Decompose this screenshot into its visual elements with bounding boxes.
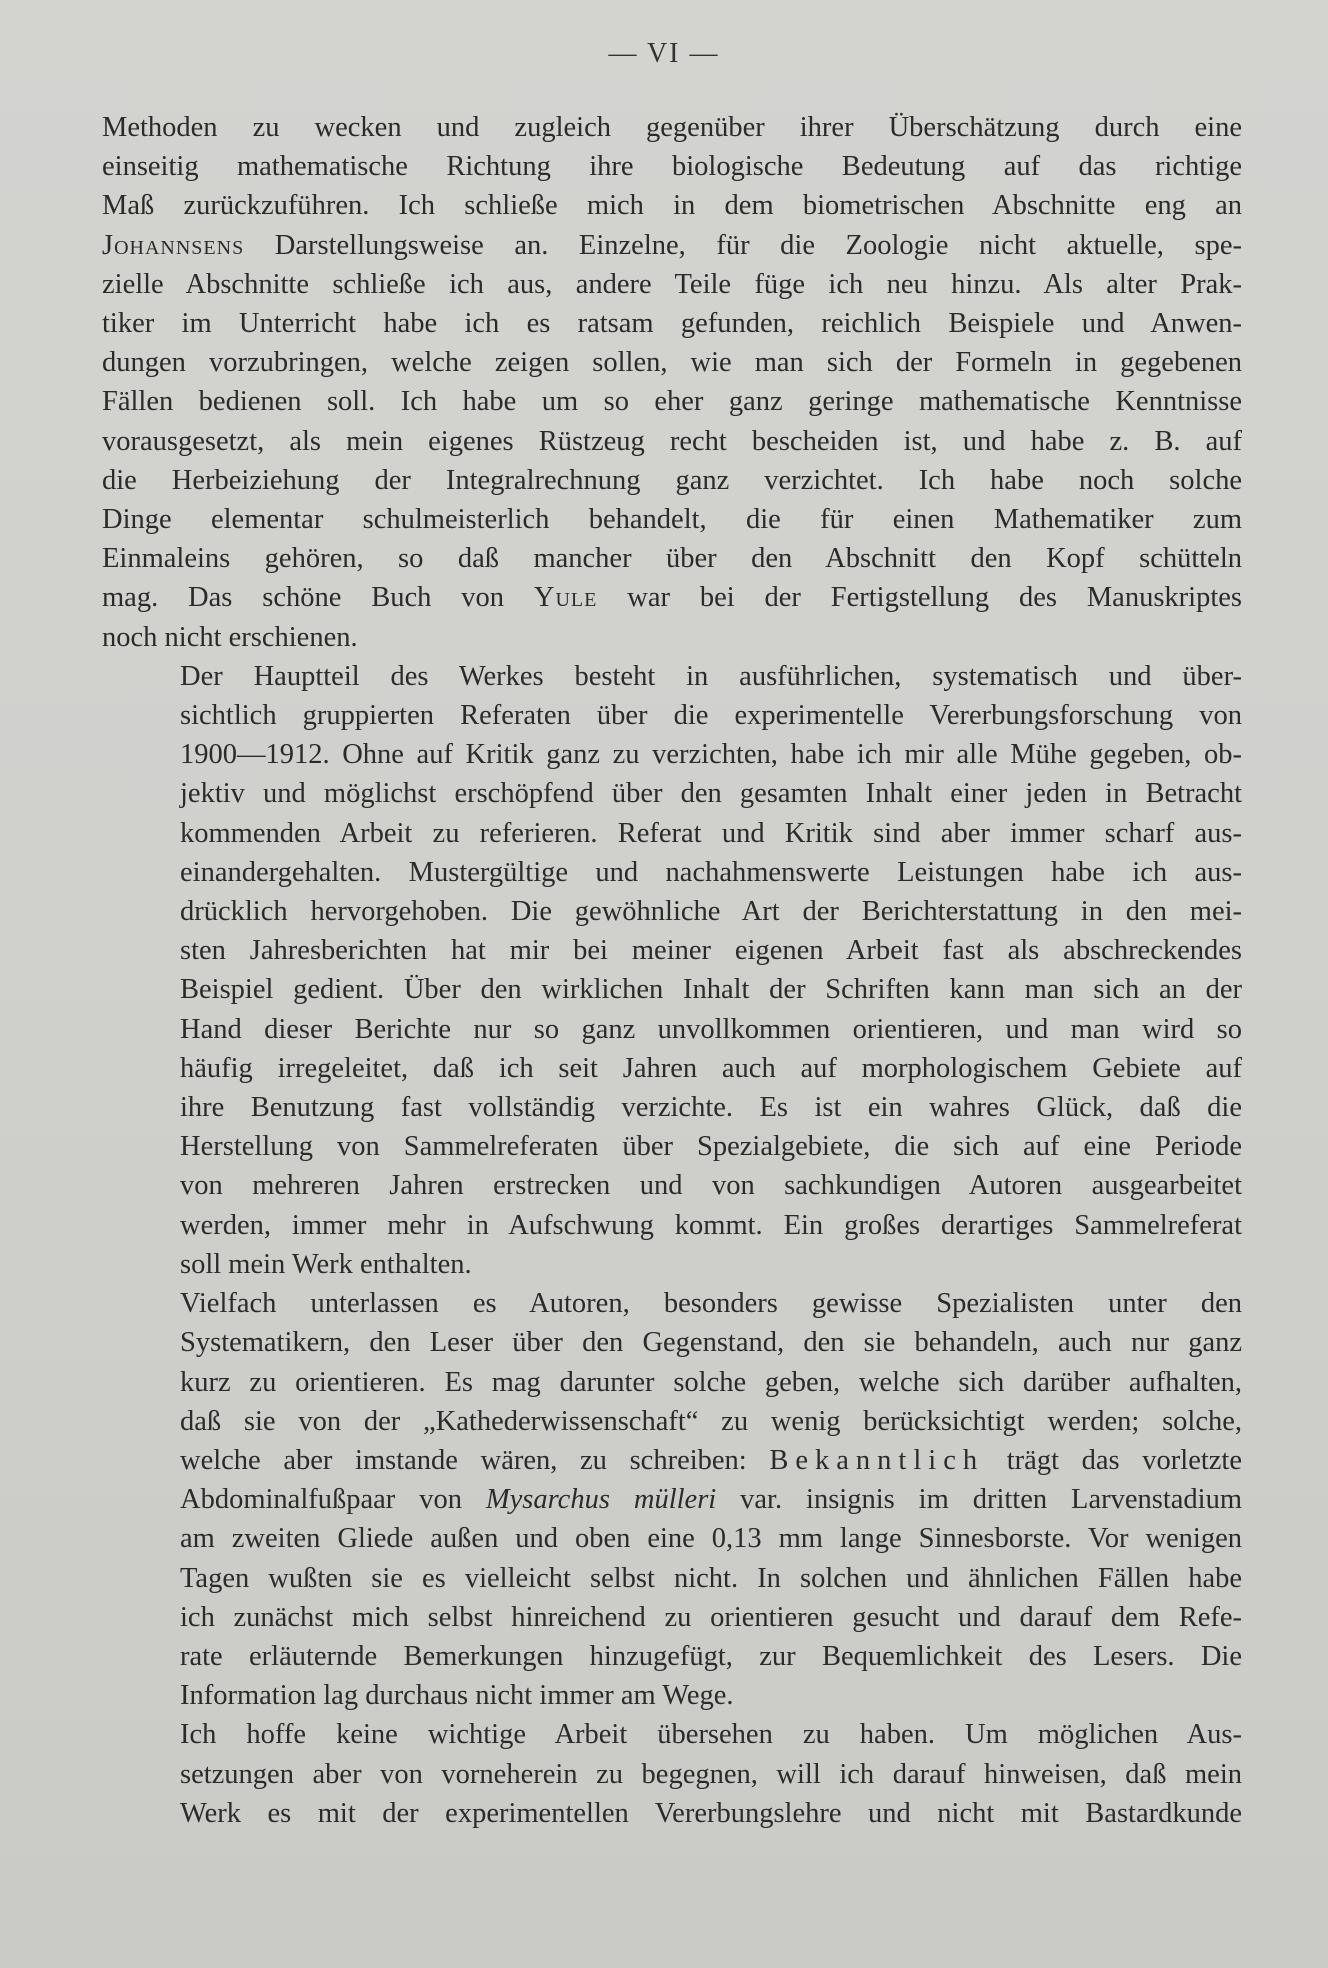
- text-line: [102, 853, 1242, 892]
- text-run: Maß zurückzuführen. Ich schließe mich in dem biometrischen Abschnitte eng an: [102, 190, 1242, 222]
- text-run: Information lag durchaus nicht immer am Wege.: [180, 1680, 734, 1712]
- text-line: [102, 226, 1242, 265]
- text-run: werden, immer mehr in Aufschwung kommt. Ein großes derartiges Sammelreferat: [180, 1209, 1242, 1241]
- text-line: [102, 931, 1242, 970]
- author-name: Johannsens: [102, 229, 245, 261]
- text-line: [102, 1794, 1242, 1833]
- text-run: häufig irregeleitet, daß ich seit Jahren auch auf morphologischem Gebiete auf: [180, 1052, 1242, 1084]
- text-run: Systematikern, den Leser über den Gegenstand, den sie behandeln, auch nur ganz: [180, 1327, 1242, 1359]
- text-line: [102, 618, 1242, 657]
- text-run: jektiv und möglichst erschöpfend über den gesamten Inhalt einer jeden in Betracht: [180, 778, 1242, 810]
- text-run: setzungen aber von vorneherein zu begegnen, will ich darauf hinweisen, daß mein: [180, 1758, 1242, 1790]
- text-run: war bei der Fertigstellung des Manuskriptes: [597, 582, 1242, 614]
- text-run: vorausgesetzt, als mein eigenes Rüstzeug recht bescheiden ist, und habe z. B. auf: [102, 425, 1242, 457]
- text-line: [102, 539, 1242, 578]
- text-line: [102, 892, 1242, 931]
- text-run: drücklich hervorgehoben. Die gewöhnliche Art der Berichterstattung in den mei-: [180, 896, 1242, 928]
- text-line: [102, 186, 1242, 225]
- text-run: daß sie von der „Kathederwissenschaft“ zu wenig berücksichtigt werden; solche,: [180, 1405, 1242, 1437]
- text-run: ich zunächst mich selbst hinreichend zu orientieren gesucht und darauf dem Refe-: [180, 1601, 1242, 1633]
- text-line: [102, 1088, 1242, 1127]
- text-run: am zweiten Gliede außen und oben eine 0,13 mm lange Sinnesborste. Vor wenigen: [180, 1523, 1242, 1555]
- text-run: Herstellung von Sammelreferaten über Spezialgebiete, die sich auf eine Periode: [180, 1131, 1242, 1163]
- text-line: [102, 147, 1242, 186]
- text-line: [102, 774, 1242, 813]
- text-run: sichtlich gruppierten Referaten über die experimentelle Vererbungsforschung von: [180, 700, 1242, 732]
- text-line: [102, 382, 1242, 421]
- text-run: Ich hoffe keine wichtige Arbeit übersehen zu haben. Um möglichen Aus-: [180, 1719, 1242, 1751]
- text-line: [102, 1245, 1242, 1284]
- text-run: Beispiel gedient. Über den wirklichen Inhalt der Schriften kann man sich an der: [180, 974, 1242, 1006]
- text-run: Dinge elementar schulmeisterlich behandelt, die für einen Mathematiker zum: [102, 504, 1242, 536]
- text-line: [102, 1676, 1242, 1715]
- text-line: [102, 108, 1242, 147]
- text-line: [102, 1755, 1242, 1794]
- text-run: einseitig mathematische Richtung ihre biologische Bedeutung auf das richtige: [102, 151, 1242, 183]
- text-line: [102, 1363, 1242, 1402]
- author-name: Yule: [533, 582, 598, 614]
- paragraph: [102, 657, 1242, 1284]
- text-line: [102, 1166, 1242, 1205]
- spaced-emphasis: Bekanntlich: [769, 1444, 985, 1476]
- text-line: [102, 1519, 1242, 1558]
- text-line: [102, 1559, 1242, 1598]
- text-run: soll mein Werk enthalten.: [180, 1248, 472, 1280]
- text-line: [102, 1010, 1242, 1049]
- body-text: [102, 108, 1242, 1833]
- text-line: [102, 696, 1242, 735]
- text-run: Der Hauptteil des Werkes besteht in ausführlichen, systematisch und über-: [180, 660, 1242, 692]
- text-line: [102, 422, 1242, 461]
- text-line: [102, 1715, 1242, 1754]
- paragraph: [102, 108, 1242, 657]
- text-line: [102, 735, 1242, 774]
- text-line: [102, 461, 1242, 500]
- text-line: [102, 304, 1242, 343]
- page-number: — VI —: [608, 38, 720, 69]
- text-run: Einmaleins gehören, so daß mancher über den Abschnitt den Kopf schütteln: [102, 543, 1242, 575]
- text-run: rate erläuternde Bemerkungen hinzugefügt, zur Bequemlichkeit des Lesers. Die: [180, 1640, 1242, 1672]
- text-line: [102, 657, 1242, 696]
- text-run: die Herbeiziehung der Integralrechnung ganz verzichtet. Ich habe noch solche: [102, 464, 1242, 496]
- text-line: [102, 1637, 1242, 1676]
- text-line: [102, 1049, 1242, 1088]
- text-line: [102, 343, 1242, 382]
- text-run: trägt das vorletzte: [984, 1444, 1242, 1476]
- text-run: Abdominalfußpaar von: [180, 1484, 486, 1516]
- text-run: tiker im Unterricht habe ich es ratsam gefunden, reichlich Beispiele und Anwen-: [102, 308, 1242, 340]
- text-run: Fällen bedienen soll. Ich habe um so eher ganz geringe mathematische Kenntnisse: [102, 386, 1242, 418]
- text-line: [102, 1127, 1242, 1166]
- text-run: dungen vorzubringen, welche zeigen sollen, wie man sich der Formeln in gegebenen: [102, 347, 1242, 379]
- text-line: [102, 1598, 1242, 1637]
- text-run: var. insignis im dritten Larvenstadium: [716, 1484, 1242, 1516]
- text-run: kurz zu orientieren. Es mag darunter solche geben, welche sich darüber aufhalten,: [180, 1366, 1242, 1398]
- text-run: zielle Abschnitte schließe ich aus, andere Teile füge ich neu hinzu. Als alter Prak-: [102, 268, 1242, 300]
- text-run: Darstellungsweise an. Einzelne, für die Zoologie nicht aktuelle, spe-: [244, 229, 1242, 261]
- text-line: [102, 970, 1242, 1009]
- text-line: [102, 265, 1242, 304]
- text-run: Werk es mit der experimentellen Vererbungslehre und nicht mit Bastardkunde: [180, 1797, 1242, 1829]
- text-line: [102, 1480, 1242, 1519]
- text-line: [102, 1402, 1242, 1441]
- text-run: Methoden zu wecken und zugleich gegenüber ihrer Überschätzung durch eine: [102, 112, 1242, 143]
- text-line: [102, 500, 1242, 539]
- text-line: [102, 578, 1242, 617]
- species-name: Mysarchus mülleri: [485, 1484, 717, 1516]
- text-run: einandergehalten. Mustergültige und nachahmenswerte Leistungen habe ich aus-: [180, 856, 1242, 888]
- text-run: sten Jahresberichten hat mir bei meiner eigenen Arbeit fast als abschreckendes: [180, 935, 1242, 967]
- paragraph: [102, 1715, 1242, 1833]
- text-run: Vielfach unterlassen es Autoren, besonders gewisse Spezialisten unter den: [180, 1288, 1242, 1320]
- text-run: Hand dieser Berichte nur so ganz unvollkommen orientieren, und man wird so: [180, 1013, 1242, 1045]
- text-line: [102, 1441, 1242, 1480]
- text-run: Tagen wußten sie es vielleicht selbst nicht. In solchen und ähnlichen Fällen habe: [180, 1562, 1242, 1594]
- text-run: 1900—1912. Ohne auf Kritik ganz zu verzichten, habe ich mir alle Mühe gegeben, ob-: [180, 739, 1242, 771]
- text-run: von mehreren Jahren erstrecken und von sachkundigen Autoren ausgearbeitet: [180, 1170, 1242, 1202]
- text-run: welche aber imstande wären, zu schreiben:: [180, 1444, 770, 1476]
- text-run: mag. Das schöne Buch von: [102, 582, 534, 614]
- text-run: ihre Benutzung fast vollständig verzichte. Es ist ein wahres Glück, daß die: [180, 1092, 1242, 1124]
- text-run: noch nicht erschienen.: [102, 621, 358, 653]
- text-line: [102, 1284, 1242, 1323]
- text-line: [102, 1323, 1242, 1362]
- text-line: [102, 1206, 1242, 1245]
- text-line: [102, 814, 1242, 853]
- text-run: kommenden Arbeit zu referieren. Referat und Kritik sind aber immer scharf aus-: [180, 817, 1242, 849]
- paragraph: [102, 1284, 1242, 1715]
